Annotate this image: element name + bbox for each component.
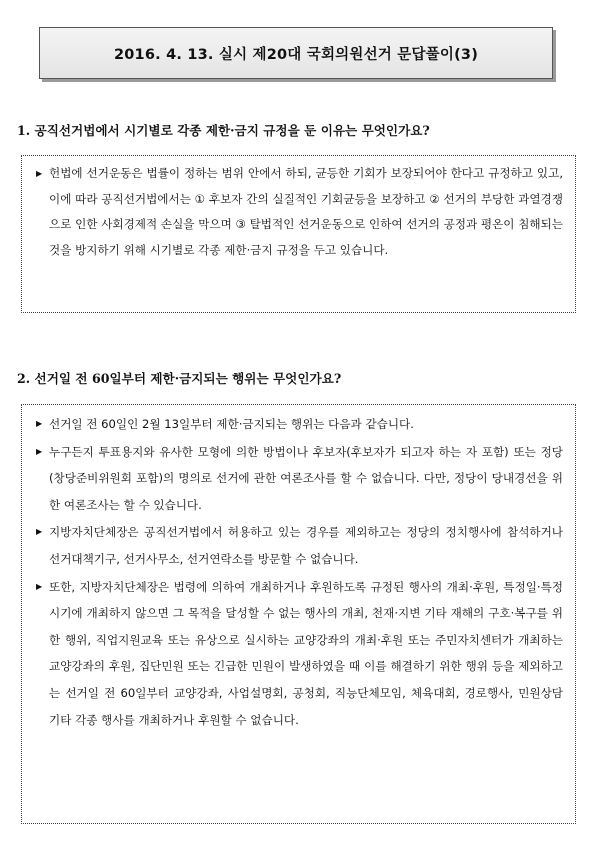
bullet-icon: ▶	[36, 581, 43, 591]
answer-1-box	[21, 155, 576, 313]
answer-text: 선거일 전 60일인 2월 13일부터 제한·금지되는 행위는 다음과 같습니다.	[49, 417, 414, 431]
bullet-icon: ▶	[36, 419, 43, 428]
bullet-icon: ▶	[36, 446, 43, 456]
bullet-icon: ▶	[36, 527, 43, 537]
bullet-icon: ▶	[36, 169, 43, 178]
question-1-title: 1. 공직선거법에서 시기별로 각종 제한·금지 규정을 둔 이유는 무엇인가요?	[17, 123, 430, 138]
answer-text: 또한, 지방자치단체장은 법령에 의하여 개최하거나 후원하도록 규정된 행사의 개최·후원, 특정일·특정시기에 개최하지 않으면 그 목적을 달성할 수 없는 행사의 개최, 천재·지변 기타 재해의 구호·복구를 위한 행위, 직업지원교육 또는 유상으로 실시하는 교양강좌의 개최·후원 또는 주민자치센터가 개최하는 교양강좌의 후원, 집단민원 또는 긴급한 민원이 발생하였을 때 이를 해결하기 위한 행위 등을 제외하고는 선거일 전 60일부터 교양강좌, 사업설명회, 공청회, 직능단체모임, 체육대회, 경로행사, 민원상담 기타 각종 행사를 개최하거나 후원할 수 없습니다.	[49, 579, 563, 727]
answer-2-box	[21, 404, 576, 824]
answer-item	[36, 411, 563, 438]
question-2-title: 2. 선거일 전 60일부터 제한·금지되는 행위는 무엇인가요?	[17, 371, 342, 386]
page-title: 2016. 4. 13. 실시 제20대 국회의원선거 문답풀이(3)	[113, 46, 479, 63]
answer-item	[36, 161, 563, 263]
answer-text: 헌법에 선거운동은 법률이 정하는 범위 안에서 하되, 균등한 기회가 보장되어야 한다고 규정하고 있고, 이에 따라 공직선거법에서는 ① 후보자 간의 실질적인 기회균등을 보장하고 ② 선거의 부당한 과열경쟁으로 인한 사회경제적 손실을 막으며 ③ 탈법적인 선거운동으로 인하여 선거의 공정과 평온이 침해되는 것을 방지하기 위해 시기별로 각종 제한·금지 규정을 두고 있습니다.	[49, 166, 563, 257]
answer-text: 누구든지 투표용지와 유사한 모형에 의한 방법이나 후보자(후보자가 되고자 하는 자 포함) 또는 정당(창당준비위원회 포함)의 명의로 선거에 관한 여론조사를 할 수 없습니다. 다만, 정당이 당내경선을 위한 여론조사는 할 수 있습니다.	[49, 444, 563, 512]
answer-text: 지방자치단체장은 공직선거법에서 허용하고 있는 경우를 제외하고는 정당의 정치행사에 참석하거나 선거대책기구, 선거사무소, 선거연락소를 방문할 수 없습니다.	[49, 525, 563, 566]
page-title-box	[39, 27, 553, 79]
answer-item	[36, 519, 563, 572]
answer-item	[36, 574, 563, 734]
answer-item	[36, 439, 563, 519]
